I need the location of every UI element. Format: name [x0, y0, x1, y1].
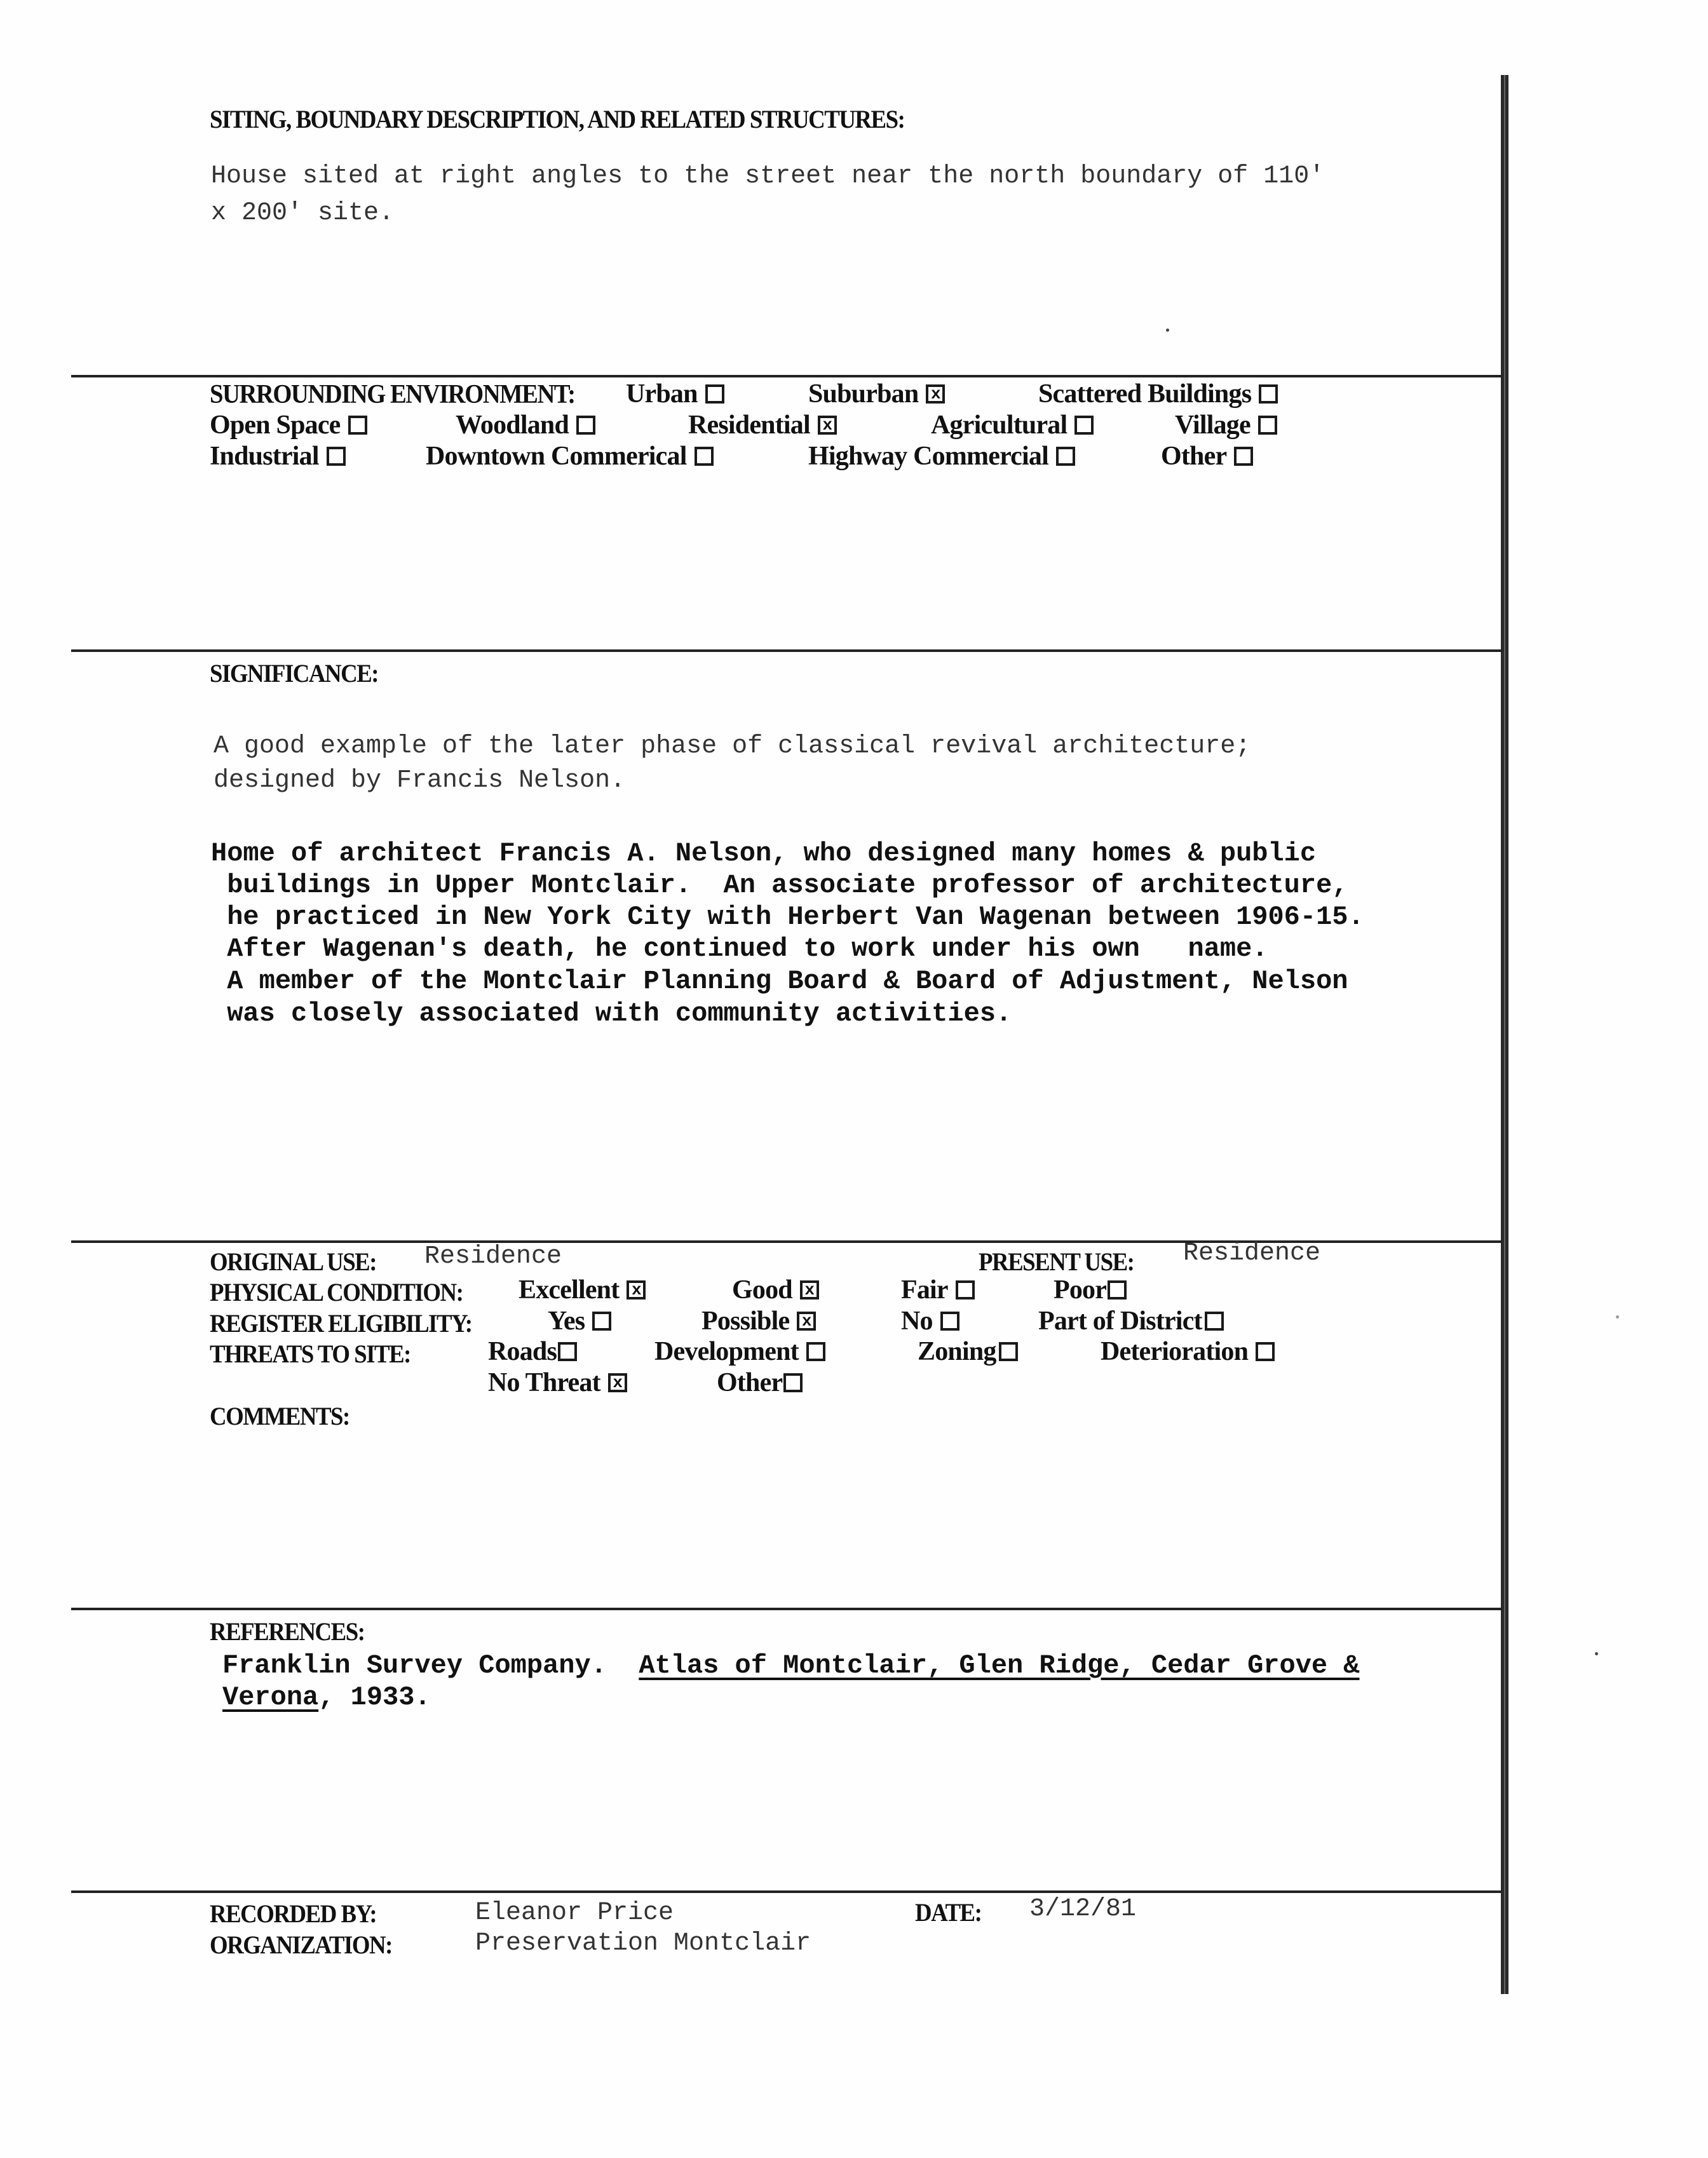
- poor-checkbox[interactable]: [1108, 1280, 1127, 1300]
- threat-option-deterioration[interactable]: [1101, 1336, 1275, 1367]
- condition-label-excellent: Excellent: [518, 1275, 620, 1305]
- deterioration-checkbox[interactable]: [1256, 1342, 1275, 1361]
- threat-label-development: Development: [654, 1337, 799, 1366]
- eligibility-label-possible: Possible: [702, 1306, 790, 1336]
- eligibility-label-part-of-district: Part of District: [1038, 1306, 1202, 1336]
- village-checkbox[interactable]: [1258, 416, 1277, 435]
- significance-summary-line-1: A good example of the later phase of classical revival architecture;: [214, 732, 1251, 761]
- scattered-buildings-checkbox[interactable]: [1259, 384, 1278, 404]
- siting-text-line-2: x 200' site.: [211, 199, 395, 227]
- environment-other-checkbox[interactable]: [1234, 447, 1253, 466]
- date-value: 3/12/81: [1029, 1895, 1137, 1924]
- env-option-agricultural[interactable]: [931, 410, 1094, 440]
- no-checkbox[interactable]: [940, 1312, 959, 1331]
- env-option-highway-commercial[interactable]: [808, 441, 1075, 472]
- significance-detail-line-6: was closely associated with community activities.: [211, 998, 1012, 1029]
- possible-checkbox[interactable]: x: [797, 1312, 816, 1331]
- yes-checkbox[interactable]: [592, 1312, 611, 1331]
- env-option-open-space[interactable]: [210, 410, 367, 440]
- downtown-commercial-checkbox[interactable]: [695, 447, 714, 466]
- threat-label-other: Other: [717, 1368, 783, 1397]
- significance-detail-line-1: Home of architect Francis A. Nelson, who designed many homes & public: [211, 838, 1317, 869]
- organization-value: Preservation Montclair: [475, 1929, 811, 1958]
- scan-speck: [1166, 329, 1169, 332]
- threat-label-no-threat: No Threat: [488, 1368, 600, 1397]
- condition-option-excellent[interactable]: [518, 1275, 646, 1305]
- threat-option-development[interactable]: [654, 1336, 825, 1367]
- threat-option-other[interactable]: [717, 1367, 803, 1398]
- section-divider: [71, 649, 1502, 652]
- threat-other-checkbox[interactable]: [783, 1373, 803, 1392]
- threats-label: THREATS TO SITE:: [210, 1340, 410, 1368]
- env-option-suburban[interactable]: [808, 379, 945, 409]
- good-checkbox[interactable]: x: [800, 1280, 819, 1300]
- agricultural-checkbox[interactable]: [1074, 416, 1094, 435]
- recorded-by-value: Eleanor Price: [475, 1899, 674, 1927]
- eligibility-label-yes: Yes: [548, 1306, 585, 1336]
- woodland-checkbox[interactable]: [576, 416, 595, 435]
- siting-heading: SITING, BOUNDARY DESCRIPTION, AND RELATED STRUCTURES:: [210, 105, 905, 133]
- env-label-woodland: Woodland: [456, 411, 569, 440]
- threat-label-deterioration: Deterioration: [1101, 1337, 1249, 1366]
- env-label-other: Other: [1161, 442, 1227, 471]
- eligibility-option-possible[interactable]: [702, 1306, 816, 1336]
- physical-condition-label: PHYSICAL CONDITION:: [210, 1278, 463, 1306]
- env-option-scattered-buildings[interactable]: [1038, 379, 1278, 409]
- condition-option-good[interactable]: [732, 1275, 819, 1305]
- env-label-downtown-commercial: Downtown Commerical: [426, 442, 687, 471]
- open-space-checkbox[interactable]: [348, 416, 367, 435]
- reference-entry: [222, 1650, 1360, 1681]
- threat-option-zoning[interactable]: [918, 1336, 1018, 1367]
- condition-option-poor[interactable]: [1054, 1275, 1127, 1305]
- env-label-scattered-buildings: Scattered Buildings: [1038, 379, 1252, 409]
- threat-option-no-threat[interactable]: [488, 1367, 627, 1398]
- env-label-village: Village: [1175, 411, 1250, 440]
- significance-heading: SIGNIFICANCE:: [210, 659, 379, 688]
- env-option-downtown-commercial[interactable]: [426, 441, 714, 472]
- siting-text-line-1: House sited at right angles to the street near the north boundary of 110': [211, 162, 1325, 191]
- threat-label-zoning: Zoning: [918, 1337, 996, 1366]
- scan-speck: [1616, 1315, 1619, 1319]
- env-label-suburban: Suburban: [808, 379, 919, 409]
- threat-option-roads[interactable]: [488, 1336, 577, 1367]
- scan-speck: [1595, 1652, 1598, 1655]
- reference-title: Atlas of Montclair, Glen Ridge, Cedar Grove &: [639, 1650, 1360, 1681]
- significance-detail-line-4: After Wagenan's death, he continued to work under his own name.: [211, 933, 1268, 964]
- eligibility-option-no[interactable]: [901, 1306, 959, 1336]
- highway-commercial-checkbox[interactable]: [1056, 447, 1075, 466]
- reference-year: , 1933.: [318, 1682, 431, 1713]
- env-option-village[interactable]: [1175, 410, 1277, 440]
- original-use-label: ORIGINAL USE:: [210, 1247, 377, 1276]
- condition-label-good: Good: [732, 1275, 792, 1305]
- suburban-checkbox[interactable]: x: [926, 384, 945, 404]
- env-label-industrial: Industrial: [210, 442, 319, 471]
- reference-title-cont: Verona: [222, 1682, 319, 1713]
- organization-label: ORGANIZATION:: [210, 1931, 392, 1959]
- comments-label: COMMENTS:: [210, 1402, 349, 1430]
- recorded-by-label: RECORDED BY:: [210, 1899, 377, 1928]
- present-use-value: Residence: [1183, 1239, 1321, 1268]
- original-use-value: Residence: [424, 1242, 562, 1271]
- fair-checkbox[interactable]: [956, 1280, 975, 1300]
- env-option-residential[interactable]: [688, 410, 837, 440]
- reference-author: Franklin Survey Company.: [222, 1650, 607, 1681]
- env-option-woodland[interactable]: [456, 410, 595, 440]
- development-checkbox[interactable]: [806, 1342, 825, 1361]
- references-heading: REFERENCES:: [210, 1617, 365, 1646]
- industrial-checkbox[interactable]: [327, 447, 346, 466]
- section-divider: [71, 1890, 1502, 1893]
- significance-summary-line-2: designed by Francis Nelson.: [214, 766, 626, 795]
- reference-entry-line-2: [222, 1681, 431, 1713]
- part-of-district-checkbox[interactable]: [1205, 1312, 1224, 1331]
- register-eligibility-label: REGISTER ELIGIBILITY:: [210, 1309, 472, 1338]
- right-margin-border: [1501, 75, 1508, 1994]
- env-option-industrial[interactable]: [210, 441, 346, 472]
- threat-label-roads: Roads: [488, 1337, 557, 1366]
- significance-detail-line-3: he practiced in New York City with Herbert Van Wagenan between 1906-15.: [211, 902, 1364, 932]
- env-option-other[interactable]: [1161, 441, 1253, 472]
- present-use-label: PRESENT USE:: [979, 1247, 1134, 1276]
- env-label-open-space: Open Space: [210, 411, 341, 440]
- condition-option-fair[interactable]: [901, 1275, 975, 1305]
- condition-label-poor: Poor: [1054, 1275, 1107, 1305]
- residential-checkbox[interactable]: x: [818, 416, 837, 435]
- section-divider: [71, 375, 1502, 377]
- eligibility-option-part-of-district[interactable]: [1038, 1306, 1224, 1336]
- eligibility-option-yes[interactable]: [548, 1306, 611, 1336]
- no-threat-checkbox[interactable]: x: [608, 1373, 627, 1392]
- environment-heading: SURROUNDING ENVIRONMENT:: [210, 380, 575, 409]
- env-label-urban: Urban: [626, 379, 698, 409]
- env-option-urban[interactable]: [626, 379, 724, 409]
- significance-detail-line-5: A member of the Montclair Planning Board & Board of Adjustment, Nelson: [211, 966, 1348, 996]
- condition-label-fair: Fair: [901, 1275, 948, 1305]
- env-label-agricultural: Agricultural: [931, 411, 1068, 440]
- significance-detail-line-2: buildings in Upper Montclair. An associate professor of architecture,: [211, 870, 1348, 900]
- excellent-checkbox[interactable]: x: [627, 1280, 646, 1300]
- env-label-residential: Residential: [688, 411, 810, 440]
- roads-checkbox[interactable]: [558, 1342, 577, 1361]
- date-label: DATE:: [915, 1898, 982, 1927]
- urban-checkbox[interactable]: [705, 384, 724, 404]
- zoning-checkbox[interactable]: [999, 1342, 1018, 1361]
- section-divider: [71, 1608, 1502, 1610]
- env-label-highway-commercial: Highway Commercial: [808, 442, 1048, 471]
- eligibility-label-no: No: [901, 1306, 933, 1336]
